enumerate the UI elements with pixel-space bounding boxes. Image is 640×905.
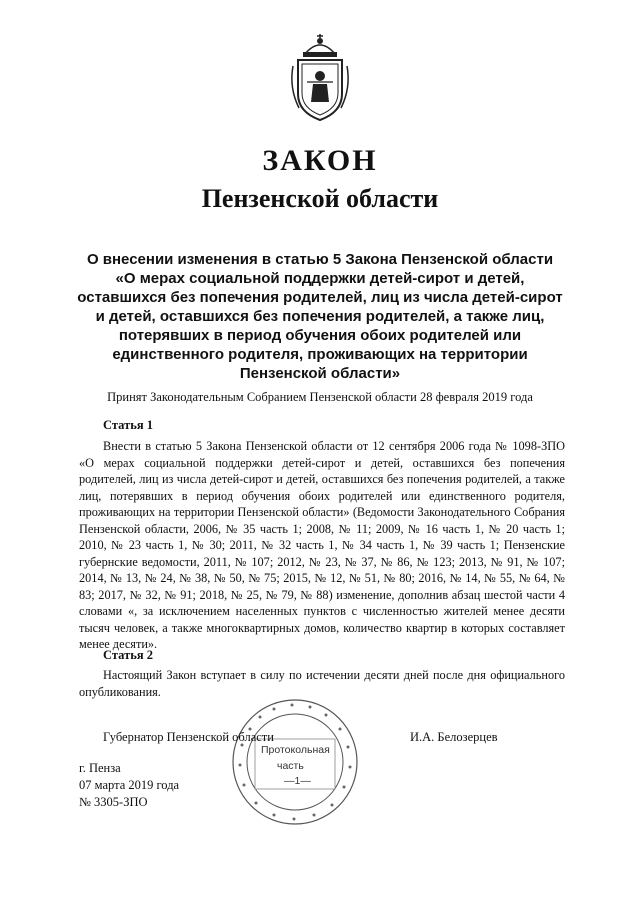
article-1-heading: Статья 1 xyxy=(103,418,153,432)
stamp-text: —1— xyxy=(284,775,311,787)
issue-city: г. Пенза xyxy=(79,761,121,775)
subject-line: и детей, оставшихся без попечения родителей, а также лиц, xyxy=(95,308,545,325)
article-1-text xyxy=(79,438,565,653)
subject-line: оставшихся без попечения родителей, лиц из числа детей-сирот xyxy=(77,289,563,306)
subject-line: Пензенской области» xyxy=(239,365,401,382)
law-number: № 3305-ЗПО xyxy=(79,795,148,809)
signatory-position: Губернатор Пензенской области xyxy=(103,730,274,744)
article-1-body: Внести в статью 5 Закона Пензенской области от 12 сентября 2006 года № 1098-ЗПО «О мерах социальной поддержки детей-сирот и детей, оставшихся без попечения родителей, лиц из числа детей-сирот и детей, оставшихся без попечения родителей, а также лиц, потерявших в период обучения обоих родителей или единственного родителя, проживающих на территории Пензенской области» (Ведомости Законодательного Собрания Пензенской области, 2006, № 35 часть 1; 2008, № 11; 2009, № 16 часть 1, № 20 часть 1; 2010, № 23 часть 1, № 30; 2011, № 32 часть 1, № 34 часть 1, № 39 часть 1; Пензенские губернские ведомости, 2011, № 107; 2012, № 23, № 37, № 86, № 123; 2013, № 91, № 107; 2014, № 13, № 24, № 38, № 50, № 75; 2015, № 12, № 51, № 80; 2016, № 14, № 55, № 64, № 83; 2017, № 32, № 91; 2018, № 25, № 79, № 88) изменение, дополнив абзац шестой части 4 словами «, за исключением населенных пунктов с численностью жителей менее десяти тысяч человек, а также многоквартирных домов, количество квартир в которых составляет менее десяти». xyxy=(79,439,565,651)
law-title: ЗАКОН xyxy=(262,144,378,177)
adoption-note: Принят Законодательным Собранием Пензенской области 28 февраля 2019 года xyxy=(107,390,533,404)
subject-line: О внесении изменения в статью 5 Закона Пензенской области xyxy=(86,251,554,268)
subject-line: потерявших в период обучения обоих родителей или xyxy=(118,327,522,344)
stamp-text: часть xyxy=(277,760,304,772)
article-2-body: Настоящий Закон вступает в силу по истечении десяти дней после дня официального опубликования. xyxy=(79,668,565,699)
law-region: Пензенской области xyxy=(201,184,439,213)
article-2-text xyxy=(79,667,565,700)
subject-line: «О мерах социальной поддержки детей-сирот и детей, xyxy=(115,270,525,287)
coat-of-arms-icon xyxy=(285,32,355,124)
stamp-text: Протокольная xyxy=(261,744,330,756)
article-2-heading: Статья 2 xyxy=(103,648,153,662)
subject-line: единственного родителя, проживающих на территории xyxy=(112,346,528,363)
issue-details xyxy=(79,760,179,811)
law-subject xyxy=(70,250,570,383)
signatory-name: И.А. Белозерцев xyxy=(410,730,498,744)
issue-date: 07 марта 2019 года xyxy=(79,778,180,792)
